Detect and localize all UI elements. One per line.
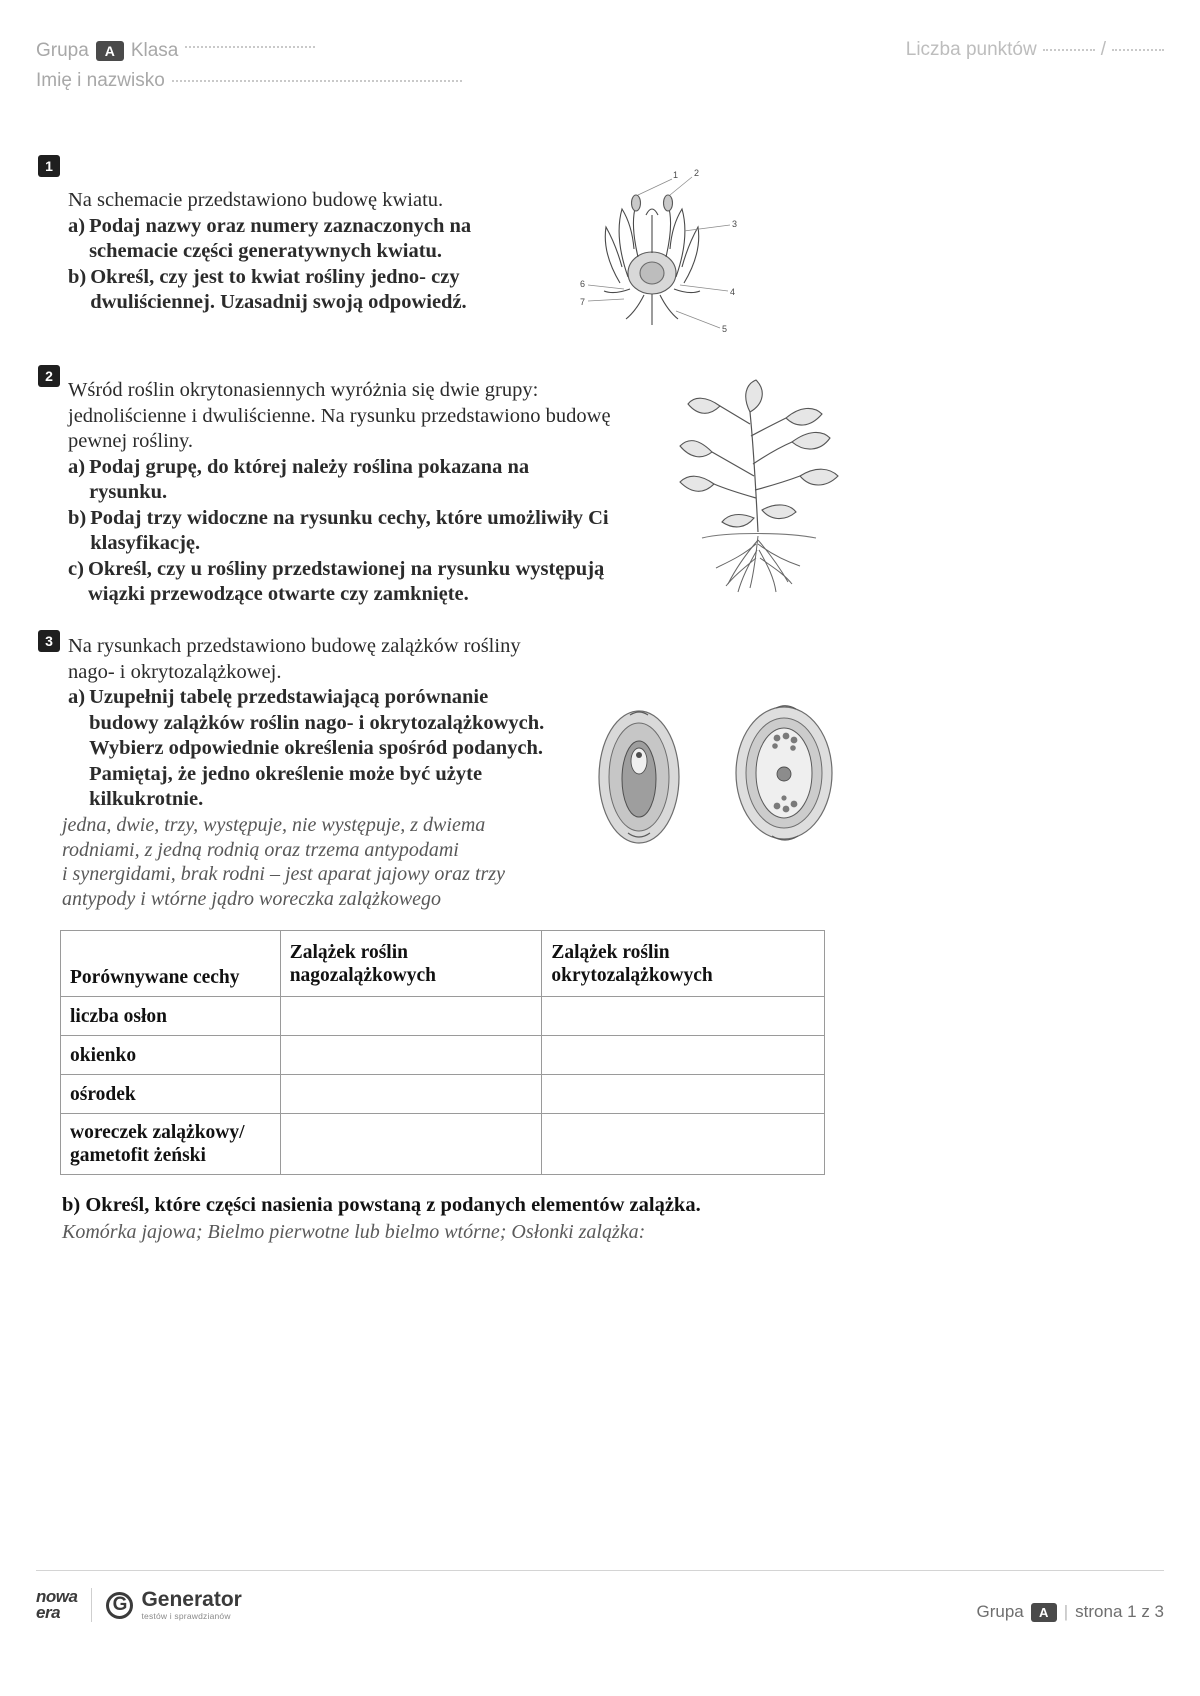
part-b-row	[62, 1193, 862, 1218]
points-separator: /	[1100, 39, 1106, 60]
part-b-text: Określ, które części nasienia powstaną z podanych elementów zalążka.	[85, 1194, 701, 1216]
part-b-label: b)	[68, 265, 87, 288]
callout-4: 4	[730, 287, 736, 297]
part-a-label: a)	[68, 455, 86, 478]
part-a-line-2: budowy zalążków roślin nago- i okrytozalążkowych.	[89, 711, 545, 734]
callout-5: 5	[722, 324, 728, 334]
row-feature-woreczek-zalazkowy	[61, 1114, 281, 1175]
brand-block	[36, 1588, 242, 1622]
exercise-1-number: 1	[38, 155, 60, 177]
brand-line-2: era	[36, 1603, 61, 1622]
part-a-label: a)	[68, 686, 86, 708]
answer-cell-woreczek-angiosperm[interactable]	[542, 1114, 825, 1175]
table-header-features: Porównywane cechy	[61, 931, 281, 997]
table-row	[61, 1036, 825, 1075]
exercise-2-intro-line-1: Wśród roślin okrytonasiennych wyróżnia się dwie grupy:	[68, 379, 539, 401]
word-bank-line-4: antypody i wtórne jądro woreczka zalążkowego	[62, 887, 442, 910]
comparison-table	[60, 930, 825, 1175]
name-row	[36, 70, 462, 92]
header-gymnosperm-line-2: nagozalążkowych	[289, 964, 436, 986]
exercise-3-part-b	[62, 1193, 862, 1245]
answer-cell-liczba-oslon-angiosperm[interactable]	[542, 997, 825, 1036]
header-left-fields	[36, 38, 462, 92]
answer-cell-okienko-angiosperm[interactable]	[542, 1036, 825, 1075]
part-b-line-1: Określ, czy jest to kwiat rośliny jedno- czy	[90, 265, 460, 288]
exercise-2-part-c	[68, 557, 748, 608]
points-total-blank[interactable]	[1112, 49, 1164, 51]
feature-line-2: gametofit żeński	[70, 1145, 206, 1166]
table-row	[61, 997, 825, 1036]
header-angiosperm-line-1: Zalążek roślin	[551, 941, 670, 963]
exercise-3-number: 3	[38, 630, 60, 652]
part-a-line-4: Pamiętaj, że jedno określenie może być użyte	[89, 762, 483, 785]
part-b-label: b)	[68, 506, 87, 529]
ovule-angiosperm-diagram	[720, 700, 850, 850]
answer-cell-okienko-gymnosperm[interactable]	[280, 1036, 542, 1075]
page-header	[36, 38, 1164, 100]
klasa-blank-field[interactable]	[185, 46, 315, 48]
grupa-value-badge: A	[96, 41, 124, 61]
footer-separator: |	[1063, 1602, 1069, 1621]
page-footer	[36, 1588, 1164, 1648]
table-row	[61, 1075, 825, 1114]
generator-title: Generator	[141, 1587, 242, 1611]
part-a-label: a)	[68, 214, 86, 237]
callout-6: 6	[580, 279, 586, 289]
name-blank-field[interactable]	[172, 80, 462, 82]
callout-7: 7	[580, 297, 586, 307]
word-bank-line-2: rodniami, z jedną rodnią oraz trzema antypodami	[62, 838, 459, 861]
footer-page-number: strona 1 z 3	[1075, 1602, 1164, 1621]
exercise-2-part-b	[68, 506, 748, 557]
part-b-label: b)	[62, 1194, 81, 1216]
exercise-3-part-a	[68, 685, 588, 813]
exercise-2-number: 2	[38, 365, 60, 387]
feature-line-1: woreczek zalążkowy/	[70, 1122, 245, 1143]
footer-divider	[36, 1570, 1164, 1571]
answer-cell-woreczek-gymnosperm[interactable]	[280, 1114, 542, 1175]
part-a-line-1: Podaj nazwy oraz numery zaznaczonych na	[89, 214, 472, 237]
part-a-line-5: kilkukrotnie.	[89, 788, 204, 810]
exercise-3-text	[68, 634, 588, 813]
points-earned-blank[interactable]	[1043, 49, 1095, 51]
brand-line-1: nowa	[36, 1587, 78, 1606]
exercise-2-text	[68, 378, 748, 608]
callout-2: 2	[694, 168, 700, 178]
klasa-label: Klasa	[130, 40, 179, 61]
part-a-line-2: rysunku.	[89, 481, 168, 503]
generator-text	[141, 1589, 241, 1622]
part-c-label: c)	[68, 557, 84, 580]
row-feature-osrodek: ośrodek	[61, 1075, 281, 1114]
points-field	[906, 39, 1164, 61]
exercise-2-intro-line-3: pewnej rośliny.	[68, 430, 194, 452]
part-a-line-2: schemacie części generatywnych kwiatu.	[89, 240, 443, 262]
exercise-3-intro-line-1: Na rysunkach przedstawiono budowę zalążków rośliny	[68, 635, 521, 657]
table-header-gymnosperm	[280, 931, 542, 997]
part-c-line-1: Określ, czy u rośliny przedstawionej na rysunku występują	[87, 557, 605, 580]
header-angiosperm-line-2: okrytozalążkowych	[551, 964, 713, 986]
ovule-gymnosperm-diagram	[580, 705, 698, 850]
footer-grupa-badge: A	[1031, 1603, 1057, 1622]
grupa-label: Grupa	[36, 40, 89, 61]
answer-cell-osrodek-angiosperm[interactable]	[542, 1075, 825, 1114]
part-a-line-3: Wybierz odpowiednie określenia spośród podanych.	[89, 737, 543, 759]
row-feature-liczba-oslon: liczba osłon	[61, 997, 281, 1036]
nowa-era-logo	[36, 1589, 77, 1621]
part-b-items: Komórka jajowa; Bielmo pierwotne lub bielmo wtórne; Osłonki zalążka:	[62, 1221, 646, 1243]
callout-1: 1	[673, 170, 679, 180]
word-bank-line-1: jedna, dwie, trzy, występuje, nie występuje, z dwiema	[62, 814, 486, 836]
footer-page-info	[977, 1602, 1165, 1622]
brand-divider	[91, 1588, 92, 1622]
part-b-line-2: klasyfikację.	[90, 532, 201, 554]
exercise-1-text	[68, 188, 628, 316]
exercise-1-part-b	[68, 265, 628, 316]
part-b-line-1: Podaj trzy widoczne na rysunku cechy, które umożliwiły Ci	[90, 506, 609, 529]
header-gymnosperm-line-1: Zalążek roślin	[289, 941, 408, 963]
name-label: Imię i nazwisko	[36, 70, 165, 91]
row-feature-okienko: okienko	[61, 1036, 281, 1075]
table-header-row	[61, 931, 825, 997]
points-label: Liczba punktów	[905, 39, 1037, 60]
part-c-line-2: wiązki przewodzące otwarte czy zamknięte.	[87, 583, 469, 605]
word-bank	[62, 813, 622, 911]
plant-diagram	[650, 372, 870, 612]
generator-mark-icon: G	[106, 1592, 133, 1619]
generator-logo	[106, 1589, 241, 1622]
flower-diagram	[580, 165, 770, 340]
answer-cell-liczba-oslon-gymnosperm[interactable]	[280, 997, 542, 1036]
part-b-line-2: dwuliściennej. Uzasadnij swoją odpowiedź.	[90, 291, 467, 313]
footer-grupa-label: Grupa	[976, 1602, 1024, 1621]
part-a-line-1: Uzupełnij tabelę przedstawiającą porównanie	[89, 686, 489, 708]
grupa-klasa-row	[36, 38, 462, 64]
exercise-3-intro-line-2: nago- i okrytozalążkowej.	[68, 660, 282, 683]
table-header-angiosperm	[542, 931, 825, 997]
exercise-2-intro-line-2: jednoliścienne i dwuliścienne. Na rysunku przedstawiono budowę	[68, 404, 611, 427]
part-a-line-1: Podaj grupę, do której należy roślina pokazana na	[89, 455, 530, 478]
word-bank-line-3: i synergidami, brak rodni – jest aparat jajowy oraz trzy	[62, 863, 505, 885]
exercise-1-intro: Na schemacie przedstawiono budowę kwiatu.	[68, 189, 444, 211]
table-row	[61, 1114, 825, 1175]
generator-subtitle: testów i sprawdzianów	[141, 1610, 231, 1621]
exercise-1-part-a	[68, 214, 628, 265]
exercise-2-part-a	[68, 455, 748, 506]
callout-3: 3	[732, 219, 738, 229]
answer-cell-osrodek-gymnosperm[interactable]	[280, 1075, 542, 1114]
